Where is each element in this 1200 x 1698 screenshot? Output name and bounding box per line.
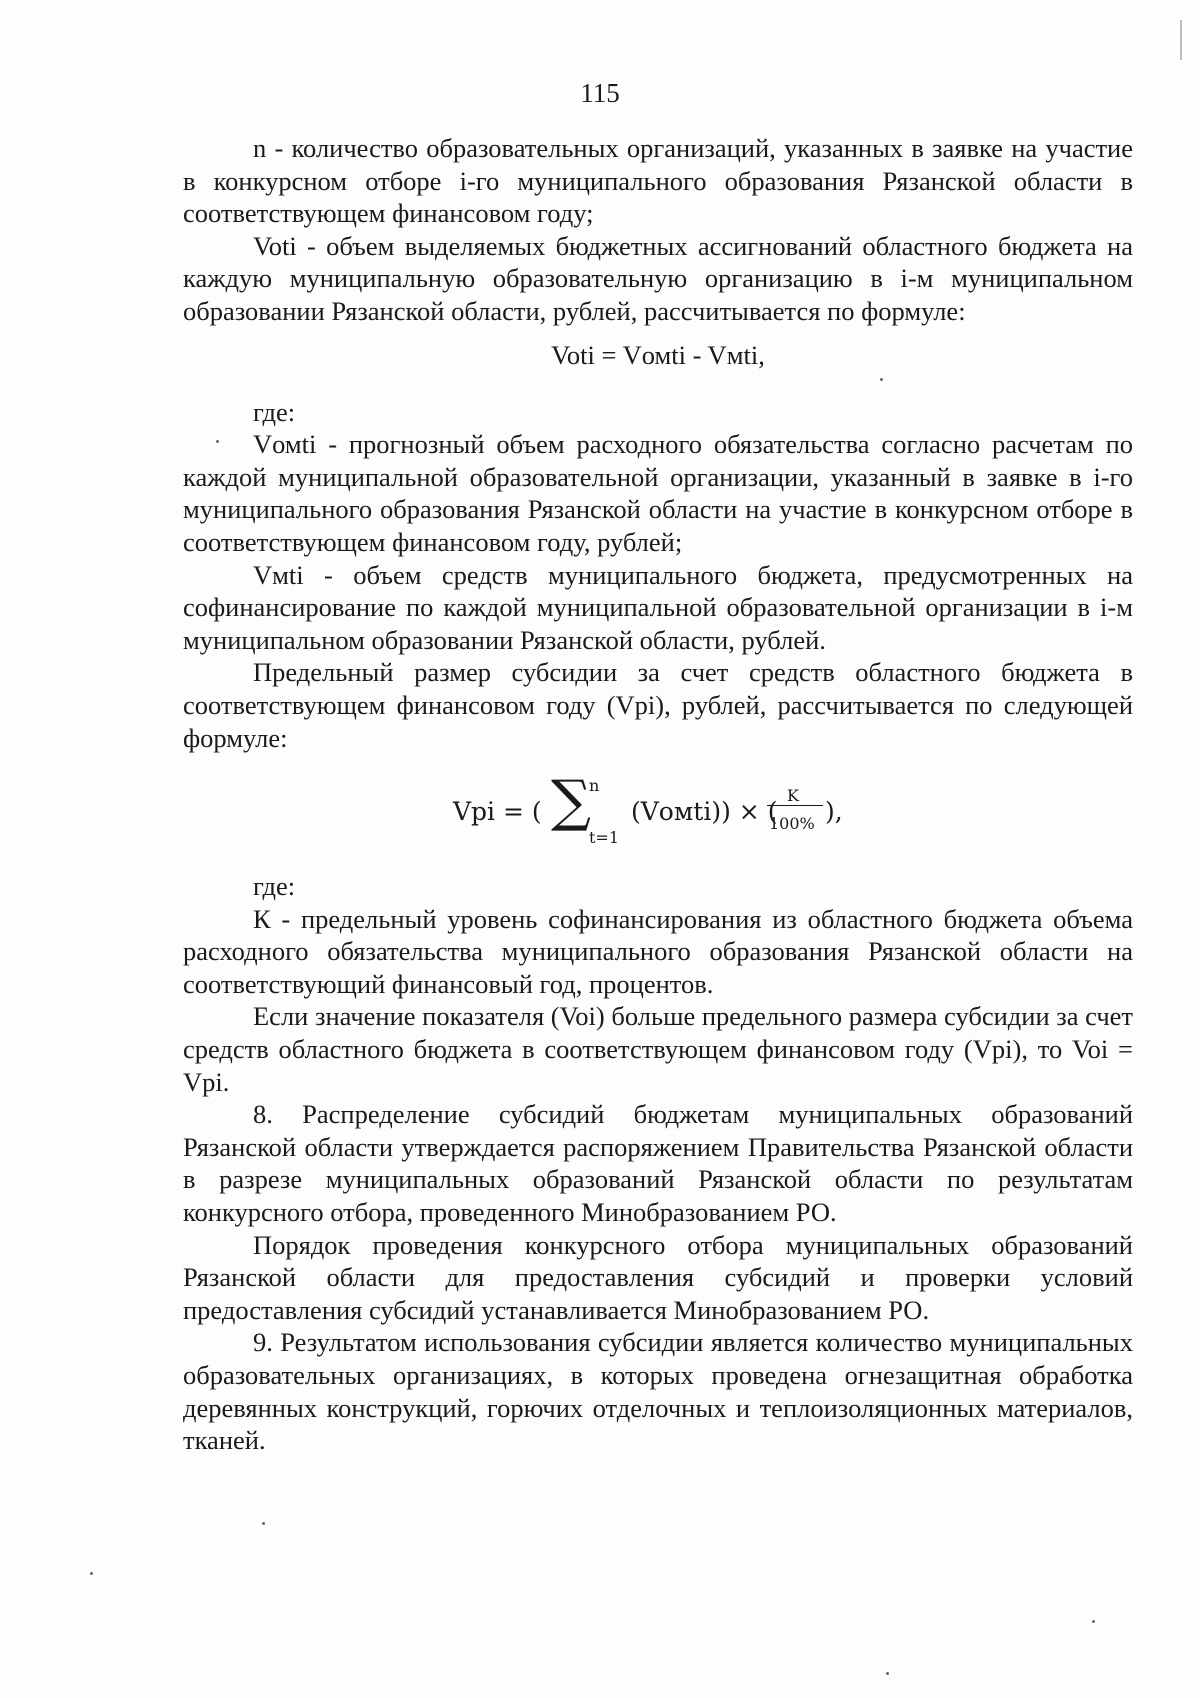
formula-vpi <box>183 768 1133 864</box>
where-label-1: где: <box>253 396 296 427</box>
paragraph-n-definition: n - количество образовательных организаций, указанных в заявке на участие в конкурсном отборе i-го муниципального образования Рязанской области в соответствующем финансовом году; <box>183 133 1133 229</box>
document-body <box>183 132 1133 1457</box>
sum-upper-limit: n <box>589 776 600 796</box>
page-number: 115 <box>580 78 620 108</box>
fraction-denominator: 100% <box>769 814 815 834</box>
paragraph-voti-definition: Voti - объем выделяемых бюджетных ассигнований областного бюджета на каждую муниципальную образовательную организацию в i-м муниципальном образовании Рязанской области, рублей, рассчитывается по формуле: <box>183 230 1133 326</box>
where-label-2: где: <box>253 871 296 902</box>
formula-vpi-lhs: Vpi = ( <box>453 797 542 827</box>
paragraph-vmti-definition: Vмti - объем средств муниципального бюджета, предусмотренных на софинансирование по каждой муниципальной образовательной организации в i-м муниципальном образовании Рязанской области, рублей. <box>183 559 1133 655</box>
paragraph-voi-condition: Если значение показателя (Voi) больше предельного размера субсидии за счет средств областного бюджета в соответствующем финансовом году (Vpi), то Voi = Vpi. <box>183 1001 1134 1097</box>
formula-voti: Voti = Vомti - Vмti, <box>551 339 765 370</box>
paragraph-selection-procedure: Порядок проведения конкурсного отбора муниципальных образований Рязанской области для предоставления субсидий и проверки условий предоставления субсидий устанавливается Минобразованием РО. <box>183 1229 1133 1325</box>
fraction-numerator: K <box>787 786 799 806</box>
paragraph-section-8: 8. Распределение субсидий бюджетам муниципальных образований Рязанской области утверждается распоряжением Правительства Рязанской области в разрезе муниципальных образований Рязанской области по результатам конкурсного отбора, проведенного Минобразованием РО. <box>183 1099 1133 1228</box>
scan-speck <box>1092 1620 1095 1623</box>
scan-edge-mark <box>1180 20 1182 60</box>
scan-speck <box>262 1522 265 1525</box>
formula-vpi-tail: ), <box>825 797 843 827</box>
paragraph-section-9: 9. Результатом использования субсидии является количество муниципальных образовательных организациях, в которых проведена огнезащитная обработка деревянных конструкций, горючих отделочных и теплоизоляционных материалов, тканей. <box>183 1327 1133 1456</box>
paragraph-vpi-intro: Предельный размер субсидии за счет средств областного бюджета в соответствующем финансовом году (Vpi), рублей, рассчитывается по следующей формуле: <box>183 657 1133 753</box>
fraction-bar <box>767 805 823 806</box>
paragraph-k-definition: К - предельный уровень софинансирования из областного бюджета объема расходного обязательства муниципального образования Рязанской области на соответствующий финансовый год, процентов. <box>183 903 1133 999</box>
sum-lower-limit: t=1 <box>589 828 620 848</box>
scan-speck <box>216 440 219 443</box>
sum-sign-icon: ∑ <box>551 769 591 835</box>
scan-speck <box>880 378 883 381</box>
scan-speck <box>90 1572 93 1575</box>
paragraph-vomti-definition: Vомti - прогнозный объем расходного обязательства согласно расчетам по каждой муниципальной образовательной организации, указанный в заявке в i-го муниципального образования Рязанской области на участие в конкурсном отборе в соответствующем финансовом году, рублей; <box>183 429 1133 557</box>
formula-vpi-body: (Vомti)) × ( <box>631 797 778 827</box>
scan-speck <box>886 1672 889 1675</box>
